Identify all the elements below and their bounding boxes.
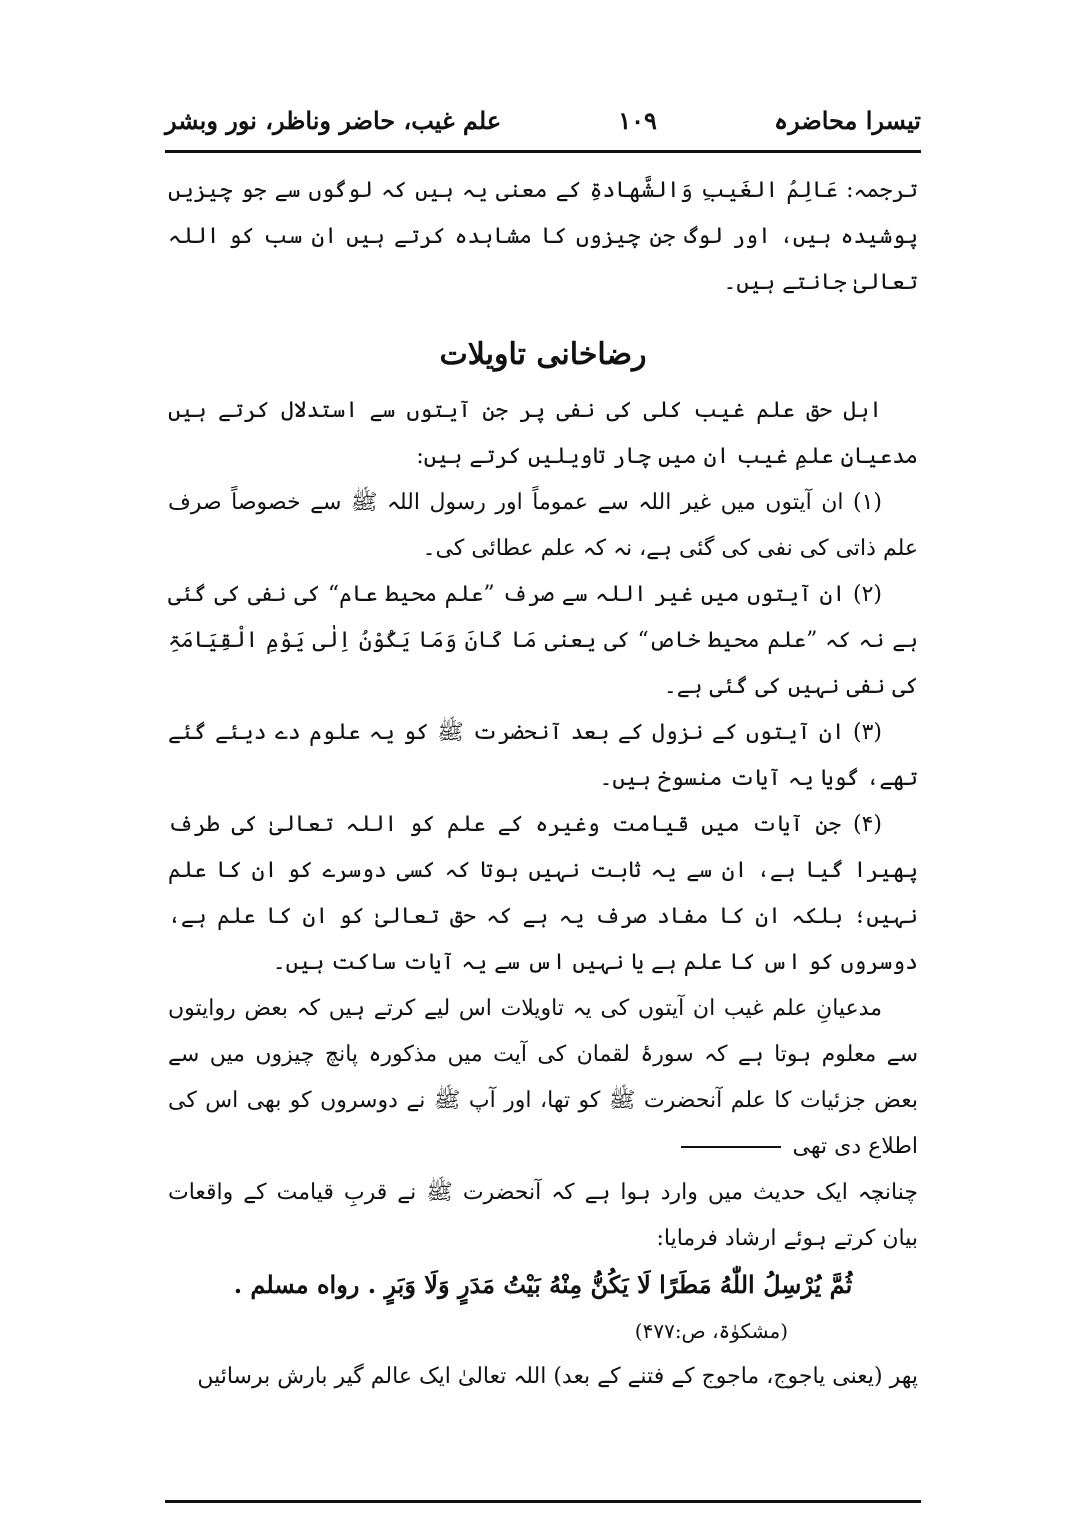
point-3: (۳) ان آیتوں کے نزول کے بعد آنحضرت ﷺ کو یہ علوم دے دیئے گئے تھے، گویا یہ آیات منسوخ ہیں۔ bbox=[168, 720, 918, 791]
header-rule bbox=[165, 150, 921, 153]
point-1: (۱) ان آیتوں میں غیر اللہ سے عموماً اور رسول اللہ ﷺ سے خصوصاً صرف علم ذاتی کی نفی کی گئی ہے، نہ کہ علم عطائی کی۔ bbox=[168, 490, 918, 561]
reason-text: مدعیانِ علم غیب ان آیتوں کی یہ تاویلات اس لیے کرتے ہیں کہ بعض روایتوں سے معلوم ہوتا ہے کہ سورۂ لقمان کی آیت میں مذکورہ پانچ چیزوں میں سے بعض جزئیات کا علم آنحضرت ﷺ کو تھا، اور آپ ﷺ نے دوسروں کو بھی اس کی اطلاع دی تھی bbox=[168, 996, 918, 1159]
dash-separator bbox=[681, 1146, 781, 1148]
point-2: (۲) ان آیتوں میں غیر اللہ سے صرف ”علم محیط عام“ کی نفی کی گئی ہے نہ کہ ”علم محیط خاص“ کی یعنی مَا کَانَ وَمَا یَکُوْنُ اِلٰی یَوْمِ الْقِیَامَۃِ کی نفی نہیں کی گئی ہے۔ bbox=[168, 582, 918, 699]
translation-paragraph: ترجمہ: عَالِمُ الغَیبِ وَالشَّهادةِ کے معنی یہ ہیں کہ لوگوں سے جو چیزیں پوشیدہ ہیں، اور لوگ جن چیزوں کا مشاہدہ کرتے ہیں ان سب کو اللہ تعالیٰ جانتے ہیں۔ bbox=[168, 178, 918, 295]
chapter-title: علم غیب، حاضر وناظر، نور وبشر bbox=[165, 105, 502, 135]
book-title: تیسرا محاضرہ bbox=[774, 105, 921, 135]
hadith-intro: چنانچہ ایک حدیث میں وارد ہوا ہے کہ آنحضرت ﷺ نے قربِ قیامت کے واقعات بیان کرتے ہوئے ارشاد فرمایا: bbox=[168, 1180, 918, 1251]
intro-paragraph: اہل حق علم غیب کلی کی نفی پر جن آیتوں سے استدلال کرتے ہیں مدعیانِ علمِ غیب ان میں چار تاویلیں کرتے ہیں: bbox=[168, 398, 918, 469]
page-body bbox=[168, 168, 918, 1400]
final-line: پھر (یعنی یاجوج، ماجوج کے فتنے کے بعد) اللہ تعالیٰ ایک عالم گیر بارش برسائیں bbox=[197, 1364, 918, 1389]
footer-rule bbox=[165, 1500, 921, 1503]
reference: (مشکوٰۃ، ص:۴۷۷) bbox=[634, 1319, 788, 1343]
running-header bbox=[165, 96, 921, 144]
arabic-hadith: ثُمَّ یُرْسِلُ اللّٰهُ مَطَرًا لَا یَکُنُّ مِنْهُ بَیْتُ مَدَرٍ وَلَا وَبَرٍ . رواه مسلم . bbox=[233, 1270, 853, 1299]
reason-paragraph bbox=[168, 986, 918, 1170]
section-title: رضاخانی تاویلات bbox=[439, 337, 647, 372]
point-4: (۴) جن آیات میں قیامت وغیرہ کے علم کو اللہ تعالیٰ کی طرف پھیرا گیا ہے، ان سے یہ ثابت نہیں ہوتا کہ کسی دوسرے کو ان کا علم نہیں؛ بلکہ ان کا مفاد صرف یہ ہے کہ حق تعالیٰ کو ان کا علم ہے، دوسروں کو اس کا علم ہے یا نہیں اس سے یہ آیات ساکت ہیں۔ bbox=[168, 812, 918, 975]
page-number: ۱۰۹ bbox=[618, 105, 657, 135]
